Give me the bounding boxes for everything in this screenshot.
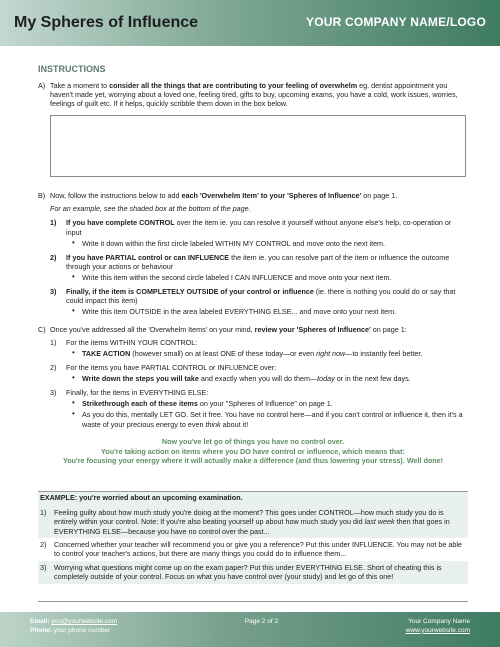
bullet	[72, 410, 468, 429]
email-label: Email:	[30, 618, 50, 625]
example-row-number: 3)	[40, 562, 47, 572]
instruction-a-text	[50, 81, 468, 109]
bullet	[72, 399, 468, 408]
item-text	[66, 218, 468, 237]
example-reference-note	[50, 204, 468, 213]
closing-message	[38, 437, 468, 466]
item-text	[66, 287, 468, 306]
bullet	[72, 239, 468, 248]
page-number: Page 2 of 2	[244, 618, 279, 625]
example-row-text	[54, 508, 466, 536]
item-number: 3)	[50, 286, 57, 296]
bullet-rest: —to instantly feel better.	[345, 349, 423, 359]
closing-line-2: You're taking action on items where you DO have control or influence, which means that:	[101, 446, 405, 456]
instruction-c-items	[50, 338, 468, 429]
instruction-b-label: B)	[38, 190, 46, 200]
instructions-section	[38, 64, 468, 466]
page-title: My Spheres of Influence	[14, 13, 199, 31]
instruction-c-label: C)	[38, 324, 46, 334]
instruction-a-text-1: Take a moment to	[50, 80, 110, 90]
bullet-rest: As you do this, mentally LET GO. Set it free. You have no control here—and if you can't control or influence it, then it's a waste of your precious energy to even	[82, 410, 463, 429]
instruction-b-text-1: Now, follow the instructions below to add	[50, 190, 182, 200]
bullet-dot-icon: •	[72, 348, 75, 358]
bullet-italic: think	[205, 419, 221, 429]
website-link[interactable]: www.yourwebsite.com	[405, 626, 470, 634]
example-italic: last week	[364, 517, 395, 527]
item-bold: Finally, if the item is COMPLETELY OUTSIDE of your control or influence	[66, 286, 314, 296]
instruction-b-text-2: on page 1.	[361, 190, 398, 200]
bullet-text	[82, 374, 468, 383]
bullet-dot-icon: •	[72, 306, 75, 316]
bullet-italic: today	[317, 374, 335, 384]
company-name: Your Company Name	[408, 618, 470, 625]
item-rest: the item ie. you can resolve part of the item or influence the outcome through your actions or behaviour	[66, 252, 450, 271]
bullet-dot-icon: •	[72, 409, 75, 419]
bullet-dot-icon: •	[72, 272, 75, 282]
bullet-bold: Strikethrough each of these items	[82, 398, 198, 408]
instruction-b-items	[50, 218, 468, 316]
phone-label: Phone:	[30, 626, 53, 634]
item-text: For the items WITHIN YOUR CONTROL:	[66, 338, 198, 348]
footer-company	[406, 618, 470, 647]
bullet	[72, 349, 468, 358]
closing-line-3: You're focusing your energy where it will actually make a difference (and thus lowering your stress). Well done!	[62, 456, 444, 466]
example-row-number: 1)	[40, 508, 47, 517]
bullet-italic: right now	[316, 349, 346, 359]
bullet-rest: (however small) on at least ONE of these today—or even	[130, 349, 317, 359]
bullet-text	[82, 349, 468, 358]
item-text: Finally, for the items in EVERYTHING ELSE:	[66, 387, 209, 397]
item-bold: If you have complete CONTROL	[66, 218, 175, 228]
item-bold: If you have PARTIAL control or can INFLUENCE	[66, 252, 230, 262]
example-text-2: then that goes in EVERYTHING ELSE—because you have no control over the past...	[54, 517, 450, 536]
item-number: 3)	[50, 387, 57, 397]
bullet	[72, 374, 468, 383]
phone-value: your phone number	[53, 626, 111, 634]
example-row-3	[38, 561, 468, 584]
instruction-b-bold: each 'Overwhelm Item' to your 'Spheres of Influence'	[181, 190, 362, 200]
instruction-b	[38, 191, 468, 200]
footer-contact	[30, 618, 117, 647]
instruction-c-item-1	[50, 338, 468, 347]
bullet	[72, 273, 468, 282]
item-number: 1)	[50, 338, 57, 348]
example-box	[38, 491, 468, 602]
bullet-rest: or in the next few days.	[334, 374, 411, 384]
instruction-b-item-3	[50, 287, 468, 306]
example-row-number: 2)	[40, 540, 47, 550]
email-link[interactable]: you@yourwebsite.com	[51, 618, 118, 625]
item-number: 2)	[50, 362, 57, 372]
bullet-dot-icon: •	[72, 397, 75, 407]
example-row-2	[38, 538, 468, 561]
closing-line-1: Now you've let go of things you have no control over.	[161, 436, 345, 446]
item-text: For the items you have PARTIAL CONTROL or INFLUENCE over:	[66, 362, 277, 372]
example-text-1: Feeling guilty about how much study you're doing at the moment? This goes under CONTROL—how much study you do is entirely within your control. Note: If you're also beating yourself up about how much study you did	[54, 508, 444, 527]
bullet	[72, 307, 468, 316]
instruction-c-item-3	[50, 388, 468, 397]
instruction-a-text-2: eg. dentist appointment you haven't made yet, worrying about a loved one, feeling tired, gifts to buy, upcoming exams, you have a cold, work issues, worries, feelings of guilt etc. If it helps, quickly scribble them down in the box below.	[50, 80, 458, 109]
page-footer	[0, 612, 500, 647]
instruction-a	[38, 81, 468, 109]
example-row-text: Worrying what questions might come up on the exam paper? Put this under EVERYTHING ELSE. Short of cheating this is completely outside of your control. Focus on what you have control over (your study) and let go of this one!	[54, 562, 442, 582]
bullet-text: Write this item OUTSIDE in the area labeled EVERYTHING ELSE... and move onto your next item.	[82, 307, 397, 317]
instruction-b-text	[50, 191, 468, 200]
item-rest: over the item ie. you can resolve it yourself without anyone else's help, co-operation or input	[66, 218, 452, 237]
instruction-c-text-2: on page 1:	[370, 324, 407, 334]
scribble-notes-box[interactable]	[50, 115, 466, 177]
bullet-bold: Write down the steps you will take	[82, 374, 199, 384]
instruction-c-bold: review your 'Spheres of Influence'	[254, 324, 371, 334]
bullet-bold: TAKE ACTION	[82, 349, 131, 359]
example-reference-text: For an example, see the shaded box at the bottom of the page.	[50, 204, 251, 214]
instructions-heading: INSTRUCTIONS	[38, 64, 106, 74]
instruction-b-item-2	[50, 253, 468, 272]
example-row-1	[38, 506, 468, 538]
company-logo-text: YOUR COMPANY NAME/LOGO	[306, 15, 486, 30]
page-header	[0, 0, 500, 46]
instruction-b-item-1	[50, 218, 468, 237]
example-heading: EXAMPLE: you're worried about an upcoming examination.	[38, 492, 468, 506]
instruction-c-item-2	[50, 363, 468, 372]
item-number: 1)	[50, 218, 57, 228]
bullet-dot-icon: •	[72, 238, 75, 248]
bullet-dot-icon: •	[72, 373, 75, 383]
example-row-text: Concerned whether your teacher will recommend you or give you a reference? Put this under INFLUENCE. You may not be able to control your teacher's actions, but there are many things you could do to influence them...	[54, 540, 462, 559]
item-number: 2)	[50, 252, 57, 262]
item-text	[66, 253, 468, 272]
bullet-rest: on your "Spheres of Influence" on page 1.	[197, 398, 333, 408]
instruction-c-text	[50, 325, 468, 334]
bullet-text	[82, 410, 468, 429]
bullet-text	[82, 399, 468, 408]
bullet-text: Write this item within the second circle labeled I CAN INFLUENCE and move onto your next item.	[82, 273, 392, 283]
instruction-a-label: A)	[38, 80, 46, 90]
bullet-rest: and exactly when you will do them—	[198, 374, 318, 384]
instruction-c-text-1: Once you've addressed all the 'Overwhelm Items' on your mind,	[50, 324, 255, 334]
bullet-rest: about it!	[220, 419, 249, 429]
bullet-text: Write it down within the first circle labeled WITHIN MY CONTROL and move onto the next item.	[82, 239, 386, 249]
item-rest: (ie. there is nothing you could do or say that could impact this item)	[66, 286, 456, 305]
instruction-c	[38, 325, 468, 334]
instruction-a-bold: consider all the things that are contributing to your feeling of overwhelm	[109, 80, 358, 90]
